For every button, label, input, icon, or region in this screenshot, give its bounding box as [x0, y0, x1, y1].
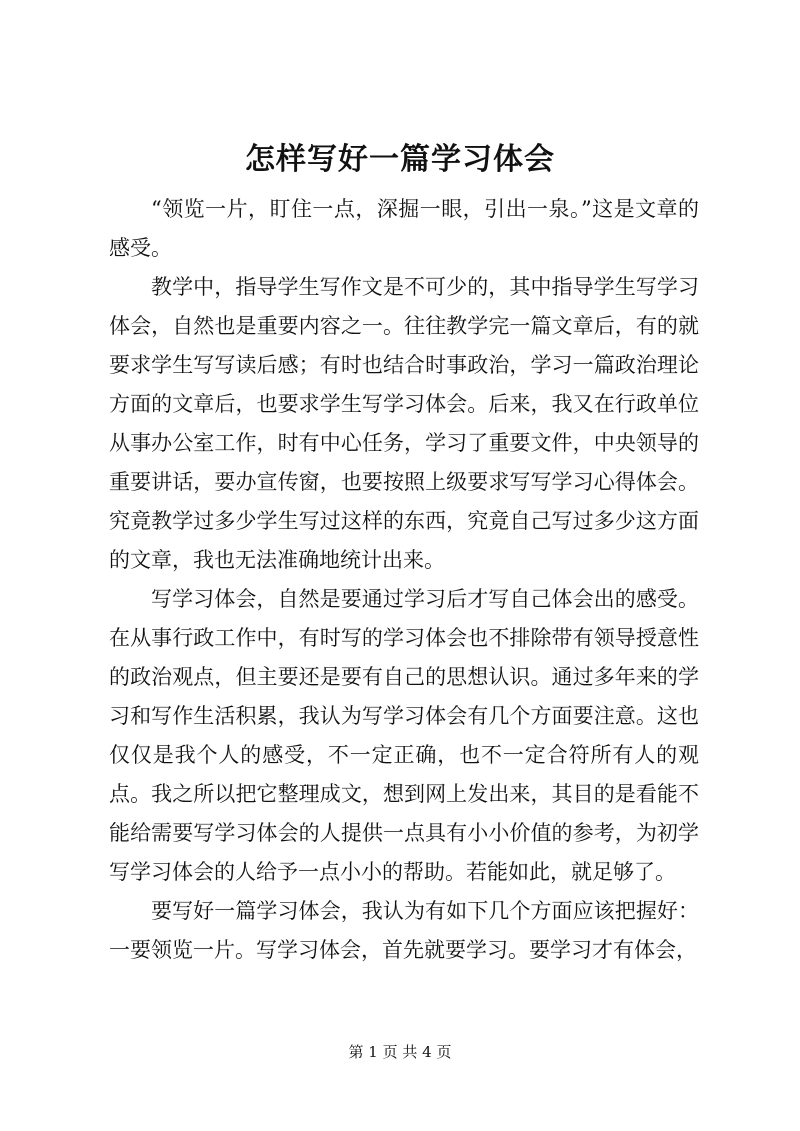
paragraph-4: 要写好一篇学习体会，我认为有如下几个方面应该把握好：一要领览一片。写学习体会，首先就要学习。要学习才有体会， [109, 899, 699, 962]
paragraph-1: “领览一片，盯住一点，深掘一眼，引出一泉。”这是文章的感受。 [109, 197, 699, 260]
page-number-footer: 第 1 页 共 4 页 [348, 1043, 452, 1061]
paragraph-3: 写学习体会，自然是要通过学习后才写自己体会出的感受。在从事行政工作中，有时写的学习体会也不排除带有领导授意性的政治观点，但主要还是要有自己的思想认识。通过多年来的学习和写作生活积累，我认为写学习体会有几个方面要注意。这也仅仅是我个人的感受，不一定正确，也不一定合符所有人的观点。我之所以把它整理成文，想到网上发出来，其目的是看能不能给需要写学习体会的人提供一点具有小小价值的参考，为初学写学习体会的人给予一点小小的帮助。若能如此，就足够了。 [109, 587, 699, 884]
document-body [109, 190, 699, 970]
document-title: 怎样写好一篇学习体会 [245, 142, 555, 177]
paragraph-2: 教学中，指导学生写作文是不可少的，其中指导学生写学习体会，自然也是重要内容之一。往往教学完一篇文章后，有的就要求学生写写读后感；有时也结合时事政治，学习一篇政治理论方面的文章后，也要求学生写学习体会。后来，我又在行政单位从事办公室工作，时有中心任务，学习了重要文件，中央领导的重要讲话，要办宣传窗，也要按照上级要求写写学习心得体会。究竟教学过多少学生写过这样的东西，究竟自己写过多少这方面的文章，我也无法准确地统计出来。 [109, 275, 699, 572]
